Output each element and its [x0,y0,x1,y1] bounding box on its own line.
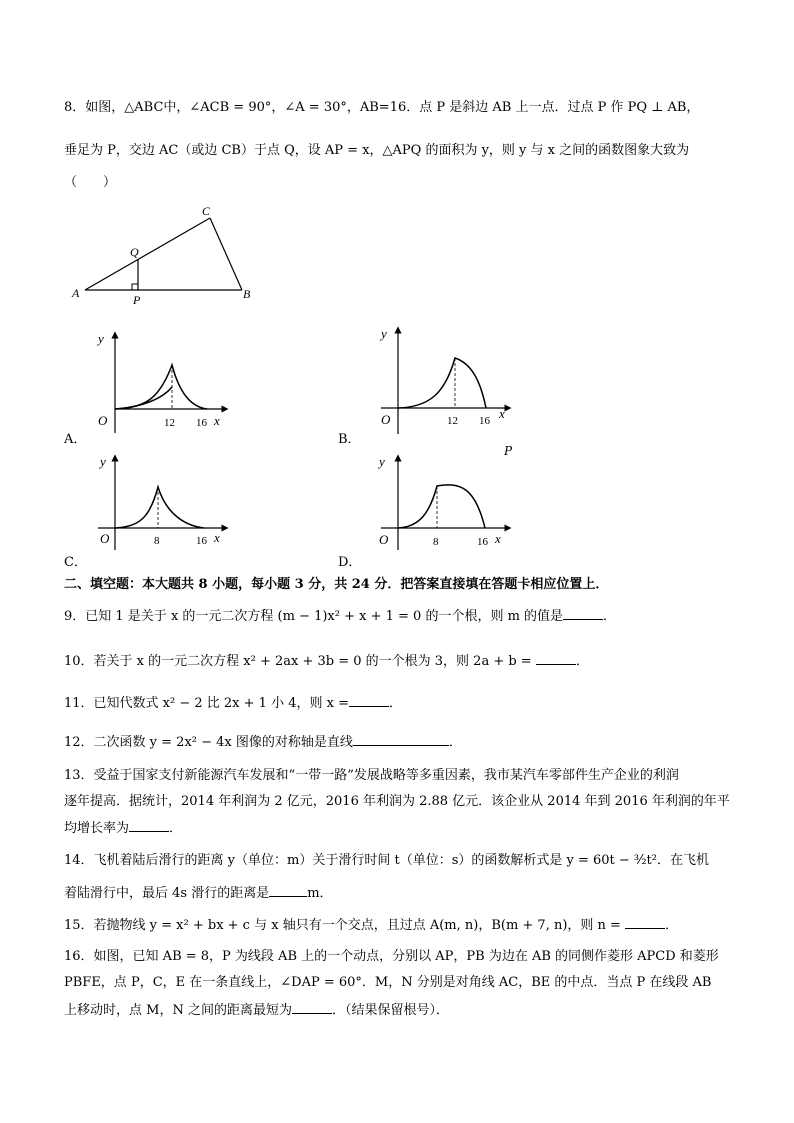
q16-line1: 16．如图，已知 AB = 8，P 为线段 AB 上的一个动点，分别以 AP，PB 为边在 AB 的同侧作菱形 APCD 和菱形 [64,949,719,964]
option-c-label: C． [64,555,87,570]
opt-d-y: y [379,454,385,469]
q14-line2-unit: m． [307,886,333,901]
q13-line3 [64,819,182,837]
q13-line1: 13．受益于国家支付新能源汽车发展和“一带一路”发展战略等多重因素，我市某汽车零部件生产企业的利润 [64,768,679,783]
q16-line3 [64,1001,449,1019]
q15 [64,916,678,934]
option-b-label: B． [338,432,361,447]
q13-end: ． [169,821,183,836]
opt-d-o: O [379,532,389,547]
opt-b-16: 16 [479,415,490,427]
q14-line2-text: 着陆滑行中，最后 4s 滑行的距离是 [64,886,270,901]
q11 [64,694,402,712]
q15-blank [625,916,665,929]
q14-line1: 14．飞机着陆后滑行的距离 y（单位：m）关于滑行时间 t（单位：s）的函数解析式是 y = 60t − ³⁄₂t²．在飞机 [64,853,709,868]
q10-end: ． [575,654,589,669]
tri-label-b: B [243,287,251,301]
q9-end: ． [603,609,617,624]
q11-blank [349,694,389,707]
opt-b-o: O [381,412,391,427]
option-d-label: D． [338,555,362,570]
opt-a-x: x [214,413,220,428]
q12-end: ． [448,735,462,750]
tri-label-p: P [133,293,141,307]
q14-blank [269,884,307,897]
q12 [64,733,462,751]
tri-label-c: C [202,204,211,218]
opt-b-12: 12 [447,415,458,427]
q8-line2: 垂足为 P，交边 AC（或边 CB）于点 Q，设 AP = x，△APQ 的面积为 y，则 y 与 x 之间的函数图象大致为 [64,143,690,158]
opt-b-y: y [381,326,387,341]
q10-text: 10．若关于 x 的一元二次方程 x² + 2ax + 3b = 0 的一个根为 3，则 2a + b = [64,654,532,669]
q12-text: 12．二次函数 y = 2x² − 4x 图像的对称轴是直线 [64,735,353,750]
q16-line3-text: 上移动时，点 M，N 之间的距离最短为 [64,1003,292,1018]
opt-d-8: 8 [433,536,439,548]
q16-line2: PBFE，点 P，C，E 在一条直线上，∠DAP = 60°．M，N 分别是对角线 AC，BE 的中点．当点 P 在线段 AB [64,975,712,990]
option-c-graph [92,452,232,552]
q12-blank [353,733,449,746]
q16-line3-end: ．（结果保留根号）． [331,1003,449,1018]
q15-end: ． [665,918,679,933]
q10-blank [536,652,576,665]
q13-blank [129,819,169,832]
q10 [64,652,589,670]
opt-c-o: O [100,531,110,546]
q15-text: 15．若抛物线 y = x² + bx + c 与 x 轴只有一个交点，且过点 A(m, n)，B(m + 7, n)，则 n = [64,918,621,933]
q9-text: 9．已知 1 是关于 x 的一元二次方程 (m − 1)x² + x + 1 = 0 的一个根，则 m 的值是 [64,609,564,624]
opt-d-x: x [495,531,501,546]
q9-blank [563,607,603,620]
opt-a-y: y [98,331,104,346]
opt-c-y: y [100,454,106,469]
triangle-figure [60,200,260,310]
opt-b-x: x [499,406,505,421]
option-a-graph [92,325,232,435]
q16-blank [292,1001,332,1014]
q13-line2: 逐年提高．据统计，2014 年利润为 2 亿元，2016 年利润为 2.88 亿元．该企业从 2014 年到 2016 年利润的年平 [64,794,730,809]
opt-a-o: O [98,413,108,428]
opt-c-x: x [214,530,220,545]
opt-a-12: 12 [164,417,175,429]
q14-line2 [64,884,333,902]
tri-label-q: Q [130,245,139,259]
opt-a-16: 16 [196,417,207,429]
q11-text: 11．已知代数式 x² − 2 比 2x + 1 小 4，则 x = [64,696,349,711]
q11-end: ． [388,696,402,711]
option-b-graph [375,318,515,436]
q13-line3-text: 均增长率为 [64,821,130,836]
section-2-heading: 二、填空题：本大题共 8 小题，每小题 3 分，共 24 分．把答案直接填在答题卡相应位置上． [64,577,609,592]
q8-line3: （ ） [64,175,117,190]
stray-p-mark: P [504,444,513,458]
option-d-graph [375,452,515,552]
tri-label-a: A [72,286,80,300]
q8-line1: 8．如图，△ABC中，∠ACB = 90°，∠A = 30°，AB=16．点 P 是斜边 AB 上一点．过点 P 作 PQ ⊥ AB， [64,100,700,115]
opt-c-16: 16 [196,535,207,547]
opt-d-16: 16 [477,536,488,548]
option-a-label: A． [64,432,87,447]
q9 [64,607,616,625]
opt-c-8: 8 [154,535,160,547]
